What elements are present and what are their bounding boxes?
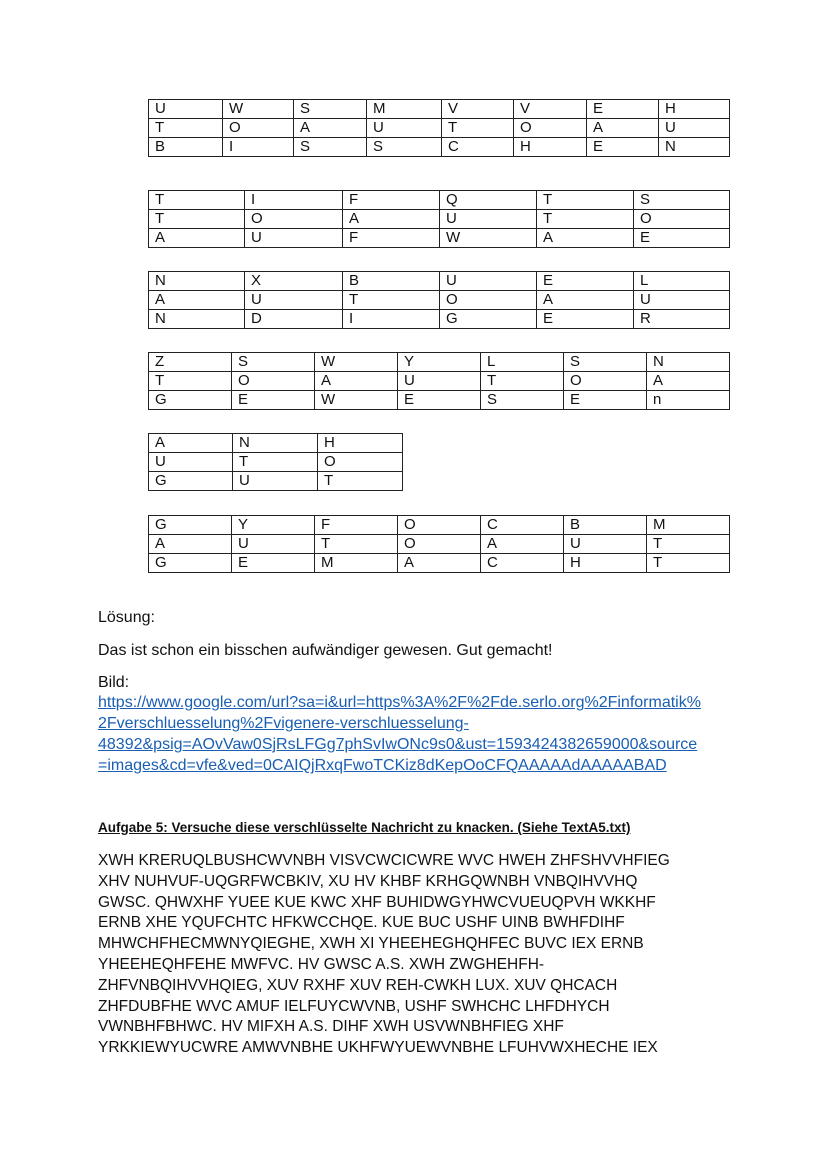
table-cell: M [367,100,442,119]
table-cell: U [232,535,315,554]
table-cell: S [294,138,367,157]
table-cell: I [245,191,343,210]
table-row [149,310,730,329]
table-cell: A [537,229,634,248]
table-cell: A [294,119,367,138]
table-cell: A [647,372,730,391]
cipher-line: GWSC. QHWXHF YUEE KUE KWC XHF BUHIDWGYHWCVUEUQPVH WKKHF [98,893,656,911]
table-cell: Q [440,191,537,210]
table-cell: X [245,272,343,291]
table-cell: O [318,453,403,472]
table-row [149,138,730,157]
cipher-text [98,851,670,1059]
table-cell: T [318,472,403,491]
table-cell: O [398,516,481,535]
table-row [149,516,730,535]
loesung-text: Das ist schon ein bisschen aufwändiger gewesen. Gut gemacht! [98,642,553,659]
table-cell: A [149,291,245,310]
table-cell: A [149,434,233,453]
table-cell: N [233,434,318,453]
table-cell: U [149,100,223,119]
cipher-line: ERNB XHE YQUFCHTC HFKWCCHQE. KUE BUC USHF UINB BWHFDIHF [98,914,625,932]
table-cell: L [634,272,730,291]
table-cell: T [442,119,514,138]
table-cell: N [659,138,730,157]
cipher-table-1 [148,99,730,157]
table-cell: G [149,554,232,573]
table-cell: E [537,310,634,329]
table-cell: L [481,353,564,372]
table-cell: O [514,119,587,138]
table-cell: H [514,138,587,157]
table-cell: B [564,516,647,535]
table-cell: A [587,119,659,138]
table-cell: U [233,472,318,491]
table-cell: O [440,291,537,310]
table-cell: N [149,272,245,291]
table-cell: U [440,272,537,291]
table-cell: U [440,210,537,229]
table-cell: W [223,100,294,119]
table-row [149,272,730,291]
table-cell: S [232,353,315,372]
table-cell: A [315,372,398,391]
cipher-line: VWNBHFBHWC. HV MIFXH A.S. DIHF XWH USVWNBHFIEG XHF [98,1018,564,1036]
cipher-line: ZHFVNBQIHVVHQIEG, XUV RXHF XUV REH-CWKH LUX. XUV QHCACH [98,976,618,994]
table-cell: Z [149,353,232,372]
cipher-line: YHEEHEQHFEHE MWFVC. HV GWSC A.S. XWH ZWGHEHFH- [98,955,545,973]
table-cell: S [564,353,647,372]
table-cell: E [232,391,315,410]
table-cell: F [343,229,440,248]
table-row [149,535,730,554]
table-cell: N [149,310,245,329]
table-cell: S [634,191,730,210]
table-row [149,100,730,119]
cipher-table-6 [148,515,730,573]
table-cell: S [367,138,442,157]
table-row [149,434,403,453]
link-line[interactable]: =images&cd=vfe&ved=0CAIQjRxqFwoTCKiz8dKepOoCFQAAAAAdAAAAABAD [98,757,667,774]
table-cell: U [245,291,343,310]
table-cell: T [315,535,398,554]
table-cell: U [634,291,730,310]
table-cell: E [232,554,315,573]
table-cell: O [398,535,481,554]
table-cell: E [587,138,659,157]
table-cell: Y [398,353,481,372]
table-cell: A [481,535,564,554]
table-cell: O [634,210,730,229]
table-cell: U [367,119,442,138]
table-row [149,119,730,138]
table-row [149,291,730,310]
table-cell: n [647,391,730,410]
cipher-table-4 [148,352,730,410]
table-cell: I [223,138,294,157]
table-row [149,372,730,391]
table-cell: W [315,353,398,372]
table-cell: Y [232,516,315,535]
table-cell: I [343,310,440,329]
table-cell: U [398,372,481,391]
table-cell: C [481,554,564,573]
cipher-table-5 [148,433,403,491]
table-cell: U [245,229,343,248]
table-cell: U [659,119,730,138]
table-cell: O [245,210,343,229]
bild-source-link[interactable] [98,692,738,776]
table-cell: A [149,229,245,248]
table-cell: E [587,100,659,119]
aufgabe-5-heading: Aufgabe 5: Versuche diese verschlüsselte Nachricht zu knacken. (Siehe TextA5.txt) [98,820,631,835]
table-cell: A [537,291,634,310]
cipher-line: MHWCHFHECMWNYQIEGHE, XWH XI YHEEHEGHQHFEC BUVC IEX ERNB [98,935,644,953]
table-cell: A [149,535,232,554]
table-cell: A [398,554,481,573]
table-cell: H [659,100,730,119]
cipher-line: ZHFDUBFHE WVC AMUF IELFUYCWVNB, USHF SWHCHC LHFDHYCH [98,997,610,1015]
table-cell: F [343,191,440,210]
table-cell: G [149,472,233,491]
table-row [149,472,403,491]
table-cell: T [647,554,730,573]
table-cell: O [564,372,647,391]
table-cell: W [440,229,537,248]
table-cell: V [514,100,587,119]
table-cell: M [647,516,730,535]
loesung-label: Lösung: [98,609,155,626]
table-cell: A [343,210,440,229]
table-cell: T [647,535,730,554]
table-cell: T [149,210,245,229]
cipher-table-3 [148,271,730,329]
table-row [149,391,730,410]
table-cell: O [232,372,315,391]
table-cell: E [564,391,647,410]
table-cell: C [442,138,514,157]
table-row [149,191,730,210]
bild-label: Bild: [98,674,130,691]
cipher-line: XWH KRERUQLBUSHCWVNBH VISVCWCICWRE WVC HWEH ZHFSHVVHFIEG [98,852,670,869]
table-row [149,453,403,472]
table-row [149,210,730,229]
cipher-line: XHV NUHVUF-UQGRFWCBKIV, XU HV KHBF KRHGQWNBH VNBQIHVVHQ [98,872,638,890]
table-cell: C [481,516,564,535]
cipher-table-2 [148,190,730,248]
cipher-line: YRKKIEWYUCWRE AMWVNBHE UKHFWYUEWVNBHE LFUHVWXHECHE IEX [98,1039,658,1057]
table-cell: W [315,391,398,410]
table-cell: F [315,516,398,535]
table-cell: T [343,291,440,310]
table-cell: R [634,310,730,329]
table-cell: H [318,434,403,453]
table-cell: E [537,272,634,291]
table-row [149,554,730,573]
table-cell: U [149,453,233,472]
table-cell: S [481,391,564,410]
table-cell: B [149,138,223,157]
table-cell: D [245,310,343,329]
table-cell: O [223,119,294,138]
table-cell: E [398,391,481,410]
table-cell: G [149,391,232,410]
table-cell: U [564,535,647,554]
table-cell: T [233,453,318,472]
table-cell: T [149,119,223,138]
table-cell: T [149,191,245,210]
table-cell: B [343,272,440,291]
table-cell: N [647,353,730,372]
table-cell: T [537,210,634,229]
link-line[interactable]: 2Fverschluesselung%2Fvigenere-verschluesselung- [98,715,469,732]
table-cell: G [440,310,537,329]
table-row [149,229,730,248]
table-cell: M [315,554,398,573]
table-cell: T [481,372,564,391]
table-cell: S [294,100,367,119]
table-cell: T [537,191,634,210]
table-cell: T [149,372,232,391]
link-line[interactable]: https://www.google.com/url?sa=i&url=https%3A%2F%2Fde.serlo.org%2Finformatik% [98,694,701,711]
table-row [149,353,730,372]
link-line[interactable]: 48392&psig=AOvVaw0SjRsLFGg7phSvIwONc9s0&ust=1593424382659000&source [98,736,698,753]
table-cell: E [634,229,730,248]
table-cell: V [442,100,514,119]
table-cell: G [149,516,232,535]
table-cell: H [564,554,647,573]
